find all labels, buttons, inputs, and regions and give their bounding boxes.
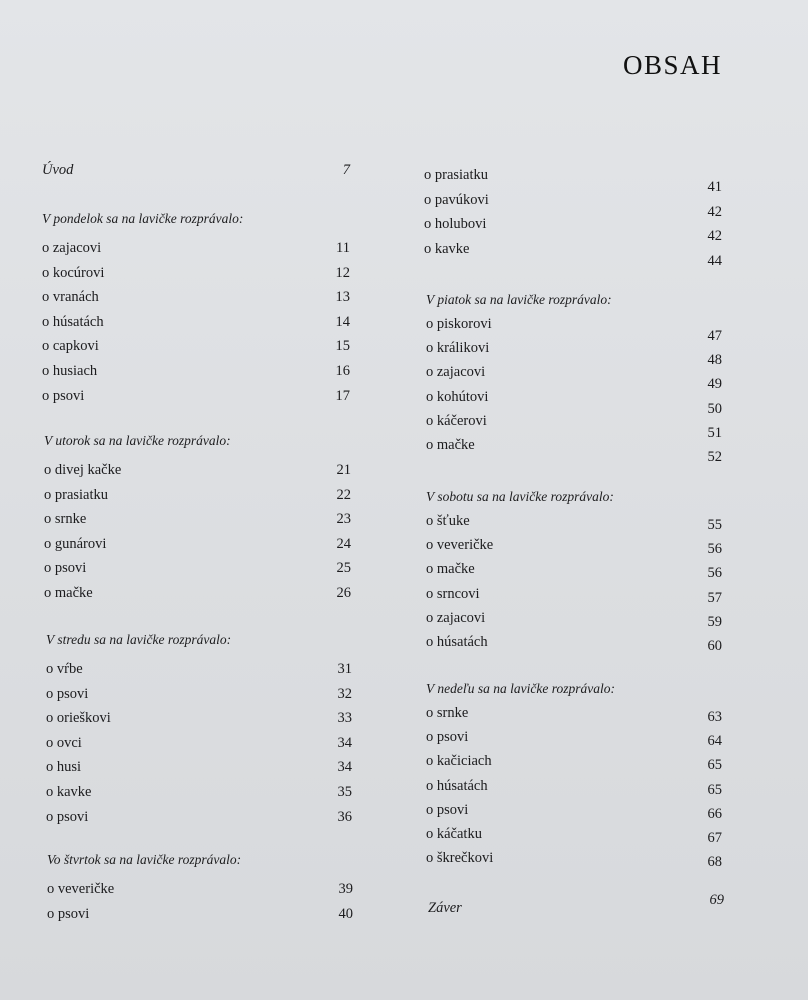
entry-page-number: 44 (707, 252, 722, 269)
entry-page-number: 42 (707, 228, 722, 245)
entry-label: o srncovi (426, 585, 480, 602)
entry-label: o piskorovi (426, 316, 492, 332)
entry-page-number: 34 (337, 734, 352, 751)
entry-label: o zajacovi (426, 609, 486, 626)
entry-page-number: 64 (707, 733, 722, 750)
entry-label: o divej kačke (44, 462, 122, 478)
entry-page-number: 57 (707, 589, 722, 606)
entry-label: o psovi (42, 387, 85, 404)
entry-page-number: 11 (336, 240, 350, 256)
entry-label: o orieškovi (46, 710, 111, 727)
entry-page-number: 7 (342, 162, 350, 178)
entry-page-number: 55 (707, 517, 722, 533)
entry-page-number: 49 (707, 376, 722, 393)
entry-label: o pavúkovi (424, 191, 489, 208)
entry-page-number: 17 (335, 387, 350, 404)
entry-page-number: 41 (707, 179, 722, 195)
section-heading: V nedeľu sa na lavičke rozprávalo: (426, 681, 615, 696)
entry-label: o mačke (426, 561, 475, 578)
entry-page-number: 23 (336, 511, 351, 528)
entry-label: o zajacovi (42, 240, 102, 256)
entry-page-number: 56 (707, 565, 722, 582)
entry-page-number: 12 (335, 264, 350, 281)
entry-label: o psovi (46, 808, 89, 825)
entry-page-number: 33 (337, 710, 352, 727)
entry-label: o zajacovi (426, 364, 486, 381)
entry-label: Úvod (42, 162, 74, 178)
entry-page-number: 67 (707, 830, 722, 846)
entry-label: o káčerovi (426, 412, 487, 429)
entry-page-number: 35 (337, 784, 352, 800)
entry-page-number: 40 (338, 905, 353, 922)
section-heading: V utorok sa na lavičke rozprávalo: (44, 433, 231, 448)
entry-page-number: 69 (709, 892, 724, 908)
entry-label: o psovi (426, 729, 469, 746)
entry-label: o kavke (46, 784, 92, 800)
entry-page-number: 51 (707, 424, 722, 441)
entry-label: o škrečkovi (426, 850, 494, 867)
entry-label: o psovi (46, 685, 89, 702)
entry-page-number: 21 (336, 462, 351, 478)
entry-page-number: 66 (707, 805, 722, 822)
entry-label: o psovi (426, 801, 469, 818)
entry-page-number: 65 (707, 757, 722, 774)
entry-label: o vŕbe (46, 661, 83, 677)
entry-page-number: 48 (707, 352, 722, 369)
entry-label: o srnke (44, 511, 87, 528)
entry-label: o husiach (42, 363, 98, 379)
section-heading: V piatok sa na lavičke rozprávalo: (426, 292, 612, 307)
entry-label: o gunárovi (44, 535, 107, 552)
entry-page-number: 16 (335, 363, 350, 379)
section-heading: V sobotu sa na lavičke rozprávalo: (426, 489, 614, 504)
entry-page-number: 65 (707, 781, 722, 798)
entry-label: o capkovi (42, 338, 99, 355)
entry-page-number: 60 (707, 638, 722, 654)
entry-label: o srnke (426, 705, 469, 721)
entry-label: o šťuke (426, 513, 470, 529)
entry-label: o húsatách (426, 777, 488, 794)
entry-label: Záver (428, 900, 462, 916)
entry-page-number: 56 (707, 541, 722, 558)
entry-label: o psovi (47, 905, 90, 922)
entry-label: o husi (46, 759, 82, 776)
entry-page-number: 13 (335, 289, 350, 306)
entry-label: o mačke (44, 585, 93, 601)
section-heading: Vo štvrtok sa na lavičke rozprávalo: (47, 852, 242, 867)
entry-label: o holubovi (424, 216, 487, 233)
entry-label: o káčatku (426, 826, 482, 842)
entry-page-number: 52 (707, 449, 722, 465)
section-heading: V pondelok sa na lavičke rozprávalo: (42, 211, 244, 226)
entry-page-number: 26 (336, 585, 351, 601)
entry-page-number: 36 (337, 808, 352, 825)
page-title: OBSAH (622, 50, 722, 80)
entry-label: o veveričke (47, 881, 115, 897)
entry-page-number: 24 (336, 535, 351, 552)
entry-page-number: 59 (707, 613, 722, 630)
entry-label: o prasiatku (44, 486, 109, 503)
entry-page-number: 14 (335, 313, 350, 330)
entry-page-number: 42 (707, 203, 722, 220)
entry-label: o mačke (426, 437, 475, 453)
entry-page-number: 50 (707, 400, 722, 417)
entry-page-number: 63 (707, 709, 722, 725)
entry-label: o vranách (42, 289, 99, 306)
entry-page-number: 47 (707, 328, 722, 344)
entry-label: o psovi (44, 560, 87, 577)
entry-label: o húsatách (426, 634, 488, 650)
entry-label: o veveričke (426, 537, 494, 554)
entry-label: o kavke (424, 240, 470, 257)
entry-label: o prasiatku (424, 167, 489, 183)
entry-label: o ovci (46, 734, 82, 751)
entry-page-number: 22 (336, 486, 351, 503)
entry-page-number: 39 (338, 881, 353, 897)
entry-page-number: 32 (337, 685, 352, 702)
entry-page-number: 68 (707, 854, 722, 871)
entry-label: o kohútovi (426, 388, 489, 405)
section-heading: V stredu sa na lavičke rozprávalo: (46, 632, 232, 647)
entry-page-number: 34 (337, 759, 352, 776)
entry-label: o kocúrovi (42, 264, 105, 281)
entry-label: o húsatách (42, 313, 104, 330)
entry-page-number: 15 (335, 338, 350, 355)
entry-page-number: 31 (337, 661, 352, 677)
entry-page-number: 25 (336, 560, 351, 577)
entry-label: o králikovi (426, 340, 490, 357)
entry-label: o kačiciach (426, 753, 492, 770)
